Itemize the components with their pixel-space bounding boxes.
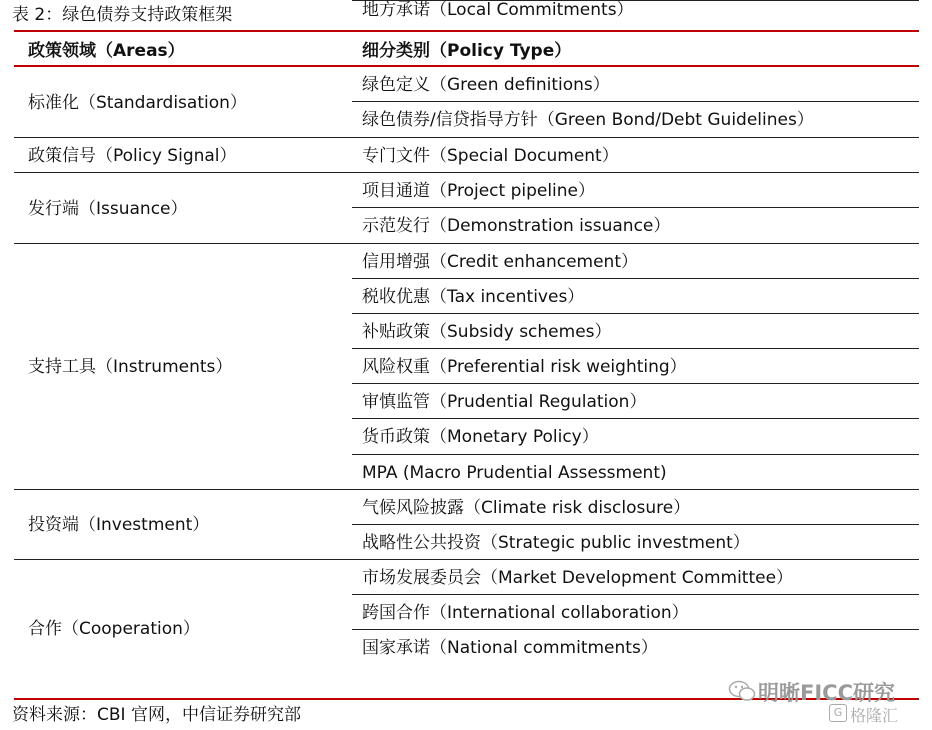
table-caption: 表 2：绿色债券支持政策框架 bbox=[12, 5, 233, 25]
policy-type-cell: 地方承诺（Local Commitments） bbox=[362, 0, 634, 20]
header-policy-type: 细分类别（Policy Type） bbox=[362, 41, 572, 61]
group-divider bbox=[14, 489, 919, 490]
table-top-rule bbox=[14, 30, 919, 32]
source-note: 资料来源：CBI 官网，中信证券研究部 bbox=[12, 705, 301, 725]
policy-area-cell: 标准化（Standardisation） bbox=[28, 93, 247, 113]
row-divider bbox=[352, 594, 919, 595]
policy-type-cell: 税收优惠（Tax incentives） bbox=[362, 287, 585, 307]
policy-area-cell: 投资端（Investment） bbox=[28, 515, 210, 535]
group-divider bbox=[14, 243, 919, 244]
group-divider bbox=[14, 559, 919, 560]
policy-type-cell: 气候风险披露（Climate risk disclosure） bbox=[362, 498, 691, 518]
row-divider bbox=[352, 207, 919, 208]
watermark-platform-name: 格隆汇 bbox=[850, 706, 899, 725]
policy-type-cell: 风险权重（Preferential risk weighting） bbox=[362, 357, 687, 377]
policy-type-cell: 货币政策（Monetary Policy） bbox=[362, 427, 599, 447]
row-divider bbox=[352, 278, 919, 279]
policy-type-cell: 审慎监管（Prudential Regulation） bbox=[362, 392, 647, 412]
policy-type-cell: 项目通道（Project pipeline） bbox=[362, 181, 596, 201]
row-divider bbox=[352, 101, 919, 102]
policy-type-cell: 补贴政策（Subsidy schemes） bbox=[362, 322, 612, 342]
row-divider bbox=[352, 629, 919, 630]
row-divider bbox=[352, 524, 919, 525]
policy-area-cell: 发行端（Issuance） bbox=[28, 199, 188, 219]
wechat-icon bbox=[728, 680, 756, 702]
policy-type-cell: 绿色债券/信贷指导方针（Green Bond/Debt Guidelines） bbox=[362, 110, 814, 130]
row-divider bbox=[352, 348, 919, 349]
row-divider bbox=[352, 418, 919, 419]
policy-type-cell: 市场发展委员会（Market Development Committee） bbox=[362, 568, 794, 588]
row-divider bbox=[352, 383, 919, 384]
watermark bbox=[728, 676, 928, 728]
policy-type-cell: MPA (Macro Prudential Assessment) bbox=[362, 463, 667, 483]
group-divider bbox=[14, 137, 919, 138]
row-divider bbox=[352, 313, 919, 314]
policy-type-cell: 跨国合作（International collaboration） bbox=[362, 603, 689, 623]
policy-area-cell: 支持工具（Instruments） bbox=[28, 357, 233, 377]
policy-type-cell: 国家承诺（National commitments） bbox=[362, 638, 658, 658]
watermark-account-name: 明晰FICC研究 bbox=[758, 681, 895, 705]
header-rule bbox=[14, 65, 919, 67]
row-divider bbox=[352, 454, 919, 455]
policy-type-cell: 绿色定义（Green definitions） bbox=[362, 75, 610, 95]
policy-area-cell: 合作（Cooperation） bbox=[28, 619, 200, 639]
policy-type-cell: 示范发行（Demonstration issuance） bbox=[362, 216, 671, 236]
policy-type-cell: 信用增强（Credit enhancement） bbox=[362, 252, 638, 272]
group-divider bbox=[14, 172, 919, 173]
header-areas: 政策领域（Areas） bbox=[28, 41, 185, 61]
policy-type-cell: 专门文件（Special Document） bbox=[362, 146, 619, 166]
policy-type-cell: 战略性公共投资（Strategic public investment） bbox=[362, 533, 750, 553]
gelonghui-logo-icon: G bbox=[829, 704, 847, 722]
policy-area-cell: 政策信号（Policy Signal） bbox=[28, 146, 237, 166]
